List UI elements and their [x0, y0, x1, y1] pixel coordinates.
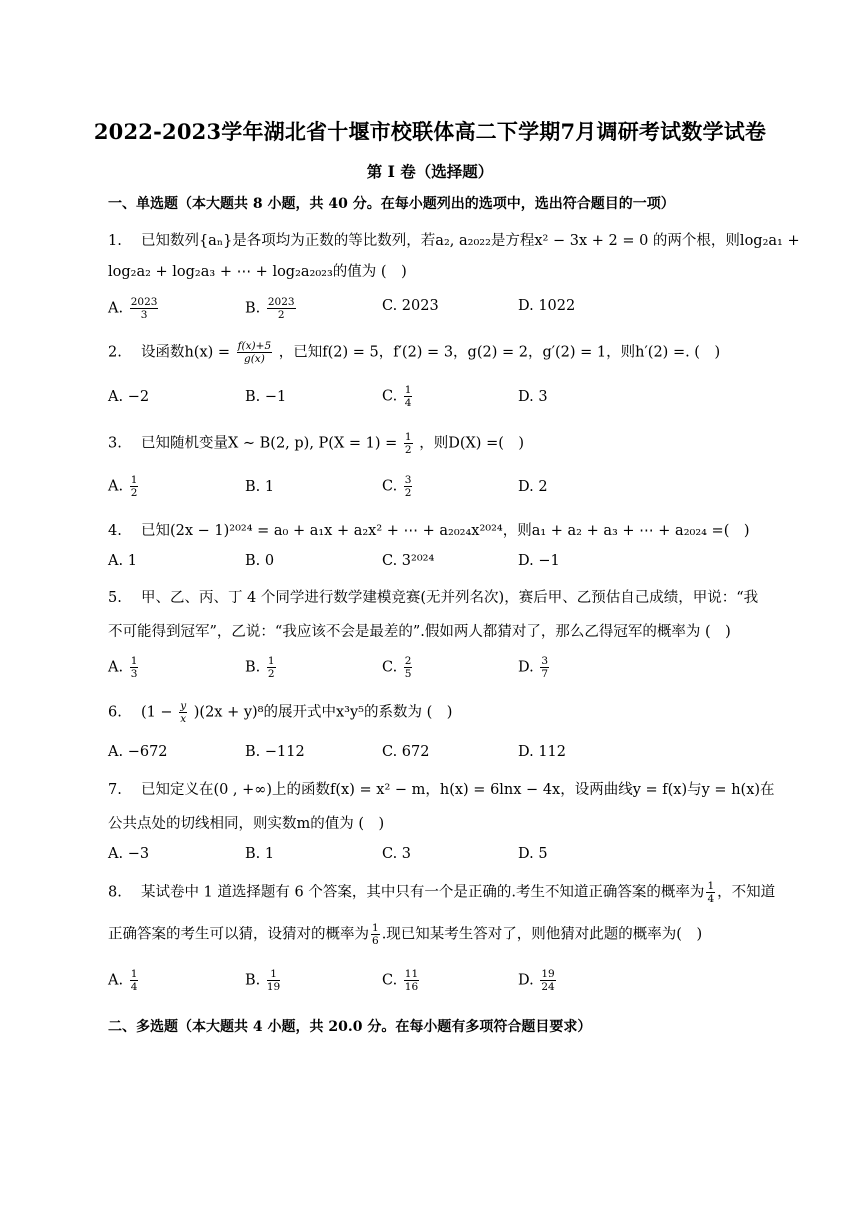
question-1-option-c: C. 2023 [382, 298, 439, 314]
question-6-option-a: A. −672 [108, 744, 168, 760]
fraction: $\frac{f(x)+5}{g(x)}$ [237, 340, 272, 366]
question-7-option-b: B. 1 [245, 846, 275, 862]
question-5-line-1: 5. 甲、乙、丙、丁 4 个同学进行数学建模竞赛(无并列名次)，赛后甲、乙预估自己成绩，甲说：“我 [108, 590, 759, 606]
question-5-option-c: C. $\frac{2}{5}$ [382, 655, 412, 681]
question-5-option-b: B. $\frac{1}{2}$ [245, 655, 275, 681]
question-2-option-d: D. 3 [518, 389, 548, 405]
question-5-option-a: A. $\frac{1}{3}$ [108, 655, 138, 681]
fraction: $\frac{2}{5}$ [404, 655, 412, 681]
fraction: $\frac{3}{2}$ [404, 474, 412, 500]
question-4: 4. 已知(2x − 1)²⁰²⁴ = a₀ + a₁x + a₂x² + ⋯ + a₂₀₂₄x²⁰²⁴，则a₁ + a₂ + a₃ + ⋯ + a₂₀₂₄ =( ) [108, 523, 750, 539]
question-6: 6. (1 − $\frac{y}{x}$ )(2x + y)⁸的展开式中x³y⁵的系数为 ( ) [108, 700, 453, 726]
question-3-option-d: D. 2 [518, 479, 548, 495]
question-7-option-a: A. −3 [108, 846, 150, 862]
question-8-option-d: D. $\frac{19}{24}$ [518, 968, 555, 994]
question-5-line-2: 不可能得到冠军”，乙说：“我应该不会是最差的”.假如两人都猜对了，那么乙得冠军的概率为 ( ) [108, 624, 731, 640]
question-7-line-2: 公共点处的切线相同，则实数m的值为 ( ) [108, 816, 385, 832]
fraction: $\frac{1}{3}$ [130, 655, 138, 681]
fraction: $\frac{1}{2}$ [130, 474, 138, 500]
section-heading-single-choice: 一、单选题（本大题共 8 小题，共 40 分。在每小题列出的选项中，选出符合题目的一项） [108, 196, 675, 212]
question-8-line-2: 正确答案的考生可以猜，设猜对的概率为 $\frac{1}{6}$ .现已知某考生答对了，则他猜对此题的概率为( ) [108, 922, 703, 948]
fraction: $\frac{3}{7}$ [541, 655, 549, 681]
question-4-option-b: B. 0 [245, 553, 275, 569]
question-7-option-c: C. 3 [382, 846, 412, 862]
question-8-option-a: A. $\frac{1}{4}$ [108, 968, 138, 994]
question-1-option-d: D. 1022 [518, 298, 576, 314]
question-3: 3. 已知随机变量X ∼ B(2, p), P(X = 1) = $\frac{1}{2}$ ，则D(X) =( ) [108, 431, 525, 457]
question-7-option-d: D. 5 [518, 846, 548, 862]
question-5-option-d: D. $\frac{3}{7}$ [518, 655, 549, 681]
question-6-option-d: D. 112 [518, 744, 567, 760]
fraction: $\frac{1}{4}$ [404, 384, 412, 410]
fraction: $\frac{y}{x}$ [180, 700, 187, 726]
question-2: 2. 设函数h(x) = $\frac{f(x)+5}{g(x)}$ ，已知f(2) = 5，f′(2) = 3，g(2) = 2，g′(2) = 1，则h′(2) =. ( ) [108, 340, 721, 366]
question-4-option-d: D. −1 [518, 553, 560, 569]
question-4-option-c: C. 3²⁰²⁴ [382, 553, 435, 569]
question-8-option-c: C. $\frac{11}{16}$ [382, 968, 419, 994]
fraction: $\frac{1}{2}$ [267, 655, 275, 681]
question-1-option-a: A. $\frac{2023}{3}$ [108, 296, 158, 322]
fraction: $\frac{2023}{3}$ [130, 296, 158, 322]
question-8-line-1: 8. 某试卷中 1 道选择题有 6 个答案，其中只有一个是正确的.考生不知道正确答案的概率为 $\frac{1}{4}$ ，不知道 [108, 880, 776, 906]
fraction: $\frac{11}{16}$ [404, 968, 419, 994]
question-7-line-1: 7. 已知定义在(0 , +∞)上的函数f(x) = x² − m，h(x) = 6lnx − 4x，设两曲线y = f(x)与y = h(x)在 [108, 782, 775, 798]
question-3-option-b: B. 1 [245, 479, 275, 495]
question-3-option-c: C. $\frac{3}{2}$ [382, 474, 412, 500]
fraction: $\frac{1}{4}$ [707, 880, 715, 906]
question-2-option-a: A. −2 [108, 389, 150, 405]
fraction: $\frac{2023}{2}$ [267, 296, 295, 322]
question-4-option-a: A. 1 [108, 553, 137, 569]
page-subtitle: 第 I 卷（选择题） [366, 162, 494, 181]
question-1-line-2: log₂a₂ + log₂a₃ + ⋯ + log₂a₂₀₂₃的值为 ( ) [108, 264, 407, 280]
question-6-option-c: C. 672 [382, 744, 430, 760]
question-6-option-b: B. −112 [245, 744, 305, 760]
question-1-option-b: B. $\frac{2023}{2}$ [245, 296, 295, 322]
fraction: $\frac{1}{19}$ [266, 968, 281, 994]
fraction: $\frac{1}{2}$ [404, 431, 412, 457]
question-2-option-c: C. $\frac{1}{4}$ [382, 384, 412, 410]
fraction: $\frac{1}{6}$ [372, 922, 379, 948]
section-heading-multiple-choice: 二、多选题（本大题共 4 小题，共 20.0 分。在每小题有多项符合题目要求） [108, 1019, 592, 1035]
page-title: 2022-2023学年湖北省十堰市校联体高二下学期7月调研考试数学试卷 [93, 119, 767, 144]
question-1-line-1: 1. 已知数列{aₙ}是各项均为正数的等比数列，若a₂, a₂₀₂₂是方程x² − 3x + 2 = 0 的两个根，则log₂a₁ + [108, 233, 800, 249]
question-8-option-b: B. $\frac{1}{19}$ [245, 968, 281, 994]
question-2-option-b: B. −1 [245, 389, 287, 405]
fraction: $\frac{19}{24}$ [541, 968, 555, 994]
fraction: $\frac{1}{4}$ [130, 968, 138, 994]
question-3-option-a: A. $\frac{1}{2}$ [108, 474, 138, 500]
